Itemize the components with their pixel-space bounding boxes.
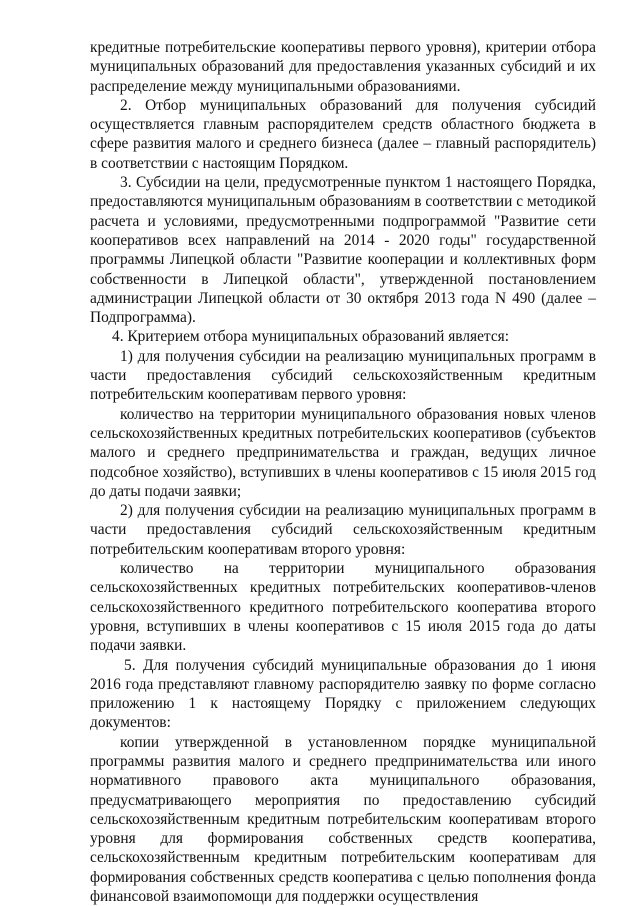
paragraph-4-item-1-criterion: количество на территории муниципального образования новых членов сельскохозяйственных кредитных потребительских кооперативов (субъектов малого и среднего предпринимательства и граждан, ведущих личное подсобное хозяйство), вступивших в члены кооперативов с 15 июля 2015 год до даты подачи заявки; <box>90 405 596 500</box>
paragraph-4-item-2-criterion: количество на территории муниципального образования сельскохозяйственных кредитных потребительских кооперативов-членов сельскохозяйственного кредитного потребительского кооператива второго уровня, вступивших в члены кооперативов с 15 июля 2015 года до даты подачи заявки. <box>90 560 596 655</box>
paragraph-2-selection-procedure: 2. Отбор муниципальных образований для получения субсидий осуществляется главным распорядителем средств областного бюджета в сфере развития малого и среднего бизнеса (далее – главный распорядитель) в соответствии с настоящим Порядком. <box>90 96 596 172</box>
paragraph-5-documents-list: копии утвержденной в установленном порядке муниципальной программы развития малого и среднего предпринимательства или иного нормативного правового акта муниципального образования, предусматривающего мероприятия по предоставлению субсидий сельскохозяйственным кредитным потребительским кооперативам второго уровня для формирования собственных средств кооператива, сельскохозяйственным кредитным потребительским кооперативам для формирования собственных средств кооператива с целью пополнения фонда финансовой взаимопомощи для поддержки осуществления <box>90 733 596 906</box>
paragraph-4-selection-criterion: 4. Критерием отбора муниципальных образований является: <box>112 328 510 346</box>
paragraph-1-continuation: кредитные потребительские кооперативы первого уровня), критерии отбора муниципальных образований для предоставления указанных субсидий и их распределение между муниципальными образованиями. <box>90 39 596 95</box>
paragraph-4-item-1: 1) для получения субсидии на реализацию муниципальных программ в части предоставления субсидий сельскохозяйственным кредитным потребительским кооперативам первого уровня: <box>90 347 596 404</box>
paragraph-4-item-2: 2) для получения субсидии на реализацию муниципальных программ в части предоставления субсидий сельскохозяйственным кредитным потребительским кооперативам второго уровня: <box>90 502 596 558</box>
paragraph-3-subsidy-purpose: 3. Субсидии на цели, предусмотренные пунктом 1 настоящего Порядка, предоставляются муниципальным образованиям в соответствии с методикой расчета и условиями, предусмотренными подпрограммой "Развитие сети кооперативов всех направлений на 2014 - 2020 годы" государственной программы Липецкой области "Развитие кооперации и коллективных форм собственности в Липецкой области", утвержденной постановлением администрации Липецкой области от 30 октября 2013 года N 490 (далее – Подпрограмма). <box>90 174 596 327</box>
paragraph-5-application: 5. Для получения субсидий муниципальные образования до 1 июня 2016 года представляют главному распорядителю заявку по форме согласно приложению 1 к настоящему Порядку с приложением следующих документов: <box>90 656 596 732</box>
